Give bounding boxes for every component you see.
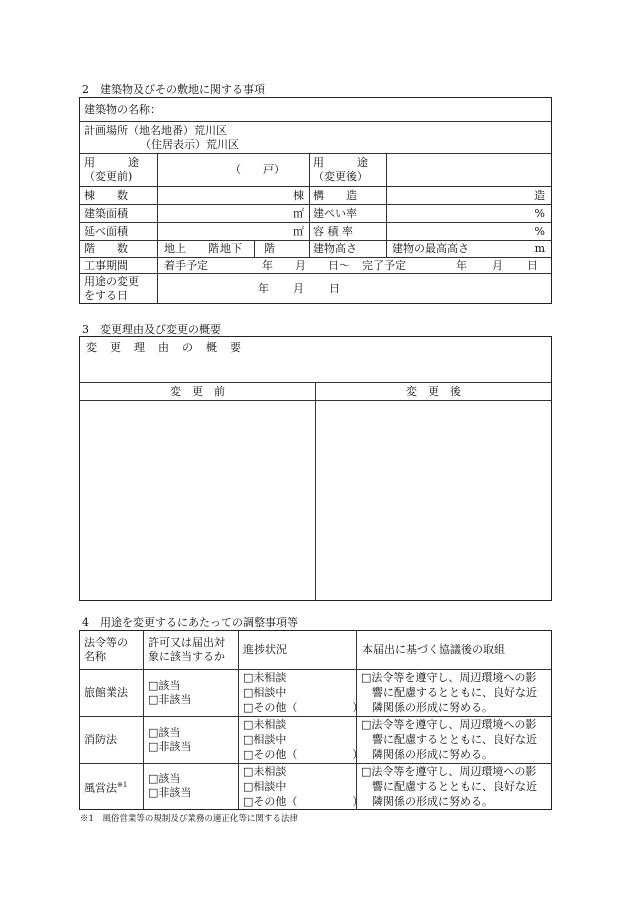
not-applicable-checkbox[interactable]: □非該当 <box>148 740 192 753</box>
structure-field[interactable]: 造 <box>534 189 545 202</box>
effort-text: 響に配慮するとともに、良好な近 <box>372 780 537 793</box>
progress-option-none[interactable]: □未相談 <box>243 765 287 778</box>
not-applicable-checkbox[interactable]: □非該当 <box>148 786 192 799</box>
buildings-count-label: 棟 数 <box>84 189 128 202</box>
effort-text: 響に配慮するとともに、良好な近 <box>372 733 537 746</box>
far-label: 容 積 率 <box>313 225 353 238</box>
not-applicable-checkbox[interactable]: □非該当 <box>148 693 192 706</box>
section4-title: 4 用途を変更するにあたっての調整事項等 <box>82 616 298 629</box>
change-date-label: 用途の変更 <box>84 275 139 288</box>
law-name: 旅館業法 <box>84 686 128 699</box>
construction-period-label: 工事期間 <box>84 259 128 272</box>
effort-text: 隣関係の形成に努める。 <box>372 701 493 714</box>
effort-checkbox[interactable]: □法令等を遵守し、周辺環境への影 <box>361 671 537 684</box>
before-change-label: 変 更 前 <box>170 385 225 398</box>
floor-area-field[interactable]: ㎡ <box>293 225 304 238</box>
permit-header: 許可又は届出対 <box>148 636 225 649</box>
use-before-label: 用 途 <box>84 156 139 169</box>
effort-header: 本届出に基づく協議後の取組 <box>362 643 505 656</box>
applicable-checkbox[interactable]: □該当 <box>148 726 181 739</box>
complete-day[interactable]: 日 <box>527 259 538 272</box>
applicable-checkbox[interactable]: □該当 <box>148 772 181 785</box>
law-header-sub: 名称 <box>84 650 106 663</box>
height-label: 建物高さ <box>313 242 357 255</box>
change-day[interactable]: 日 <box>329 282 340 295</box>
floor-area-label: 延べ面積 <box>84 225 128 238</box>
building-info-table <box>79 97 552 304</box>
after-change-label: 変 更 後 <box>406 385 461 398</box>
progress-option-consulting[interactable]: □相談中 <box>243 733 287 746</box>
floors-ground-field[interactable]: 地上 階 <box>164 242 219 255</box>
use-before-sublabel: （変更前) <box>84 170 133 183</box>
start-month[interactable]: 月 <box>295 259 306 272</box>
building-name-label: 建築物の名称： <box>84 103 161 116</box>
max-height-label: 建物の最高高さ <box>392 242 469 255</box>
floors-label: 階 数 <box>84 242 128 255</box>
applicable-checkbox[interactable]: □該当 <box>148 679 181 692</box>
building-area-label: 建築面積 <box>84 207 128 220</box>
change-year[interactable]: 年 <box>258 282 269 295</box>
adjustment-table <box>79 630 552 810</box>
complete-year[interactable]: 年 <box>456 259 467 272</box>
coverage-field[interactable]: % <box>534 207 545 220</box>
floors-under-field[interactable]: 地下 階 <box>220 242 275 255</box>
structure-label: 構 造 <box>313 189 357 202</box>
change-month[interactable]: 月 <box>293 282 304 295</box>
effort-text: 隣関係の形成に努める。 <box>372 748 493 761</box>
far-field[interactable]: % <box>534 225 545 238</box>
units-field[interactable]: （ 戸） <box>230 163 285 176</box>
law-header: 法令等の <box>84 636 128 649</box>
change-summary-table <box>79 336 552 601</box>
coverage-label: 建ぺい率 <box>313 207 357 220</box>
effort-text: 隣関係の形成に努める。 <box>372 795 493 808</box>
location-label: 計画場所（地名地番）荒川区 <box>84 124 227 137</box>
start-year[interactable]: 年 <box>262 259 273 272</box>
max-height-field[interactable]: m <box>534 242 545 255</box>
change-date-sublabel: をする日 <box>84 289 128 302</box>
progress-option-consulting[interactable]: □相談中 <box>243 780 287 793</box>
footnote: ※1 風俗営業等の規制及び業務の適正化等に関する法律 <box>80 814 298 824</box>
effort-text: 響に配慮するとともに、良好な近 <box>372 686 537 699</box>
section2-title: 2 建築物及びその敷地に関する事項 <box>82 83 265 96</box>
start-day[interactable]: 日～ <box>328 259 350 272</box>
start-label: 着手予定 <box>164 259 208 272</box>
progress-option-none[interactable]: □未相談 <box>243 718 287 731</box>
progress-header: 進捗状況 <box>243 643 287 656</box>
progress-option-other[interactable]: □その他（ ） <box>243 748 364 761</box>
address-label: （住居表示）荒川区 <box>140 138 239 151</box>
progress-option-other[interactable]: □その他（ ） <box>243 795 364 808</box>
before-change-area[interactable] <box>80 401 315 600</box>
effort-checkbox[interactable]: □法令等を遵守し、周辺環境への影 <box>361 765 537 778</box>
effort-checkbox[interactable]: □法令等を遵守し、周辺環境への影 <box>361 718 537 731</box>
complete-label: 完了予定 <box>362 259 406 272</box>
permit-header-sub: 象に該当するか <box>148 650 225 663</box>
progress-option-none[interactable]: □未相談 <box>243 671 287 684</box>
progress-option-consulting[interactable]: □相談中 <box>243 686 287 699</box>
use-after-sublabel: （変更後） <box>313 170 368 183</box>
law-name: 風営法$^{※1}$ <box>84 781 128 795</box>
building-area-field[interactable]: ㎡ <box>293 207 304 220</box>
complete-month[interactable]: 月 <box>492 259 503 272</box>
section3-title: 3 変更理由及び変更の概要 <box>82 323 221 336</box>
buildings-count-field[interactable]: 棟 <box>293 189 304 202</box>
law-name: 消防法 <box>84 733 117 746</box>
progress-option-other[interactable]: □その他（ ） <box>243 701 364 714</box>
use-after-label: 用 途 <box>313 156 368 169</box>
after-change-area[interactable] <box>316 401 551 600</box>
change-reason-label: 変 更 理 由 の 概 要 <box>86 341 242 354</box>
